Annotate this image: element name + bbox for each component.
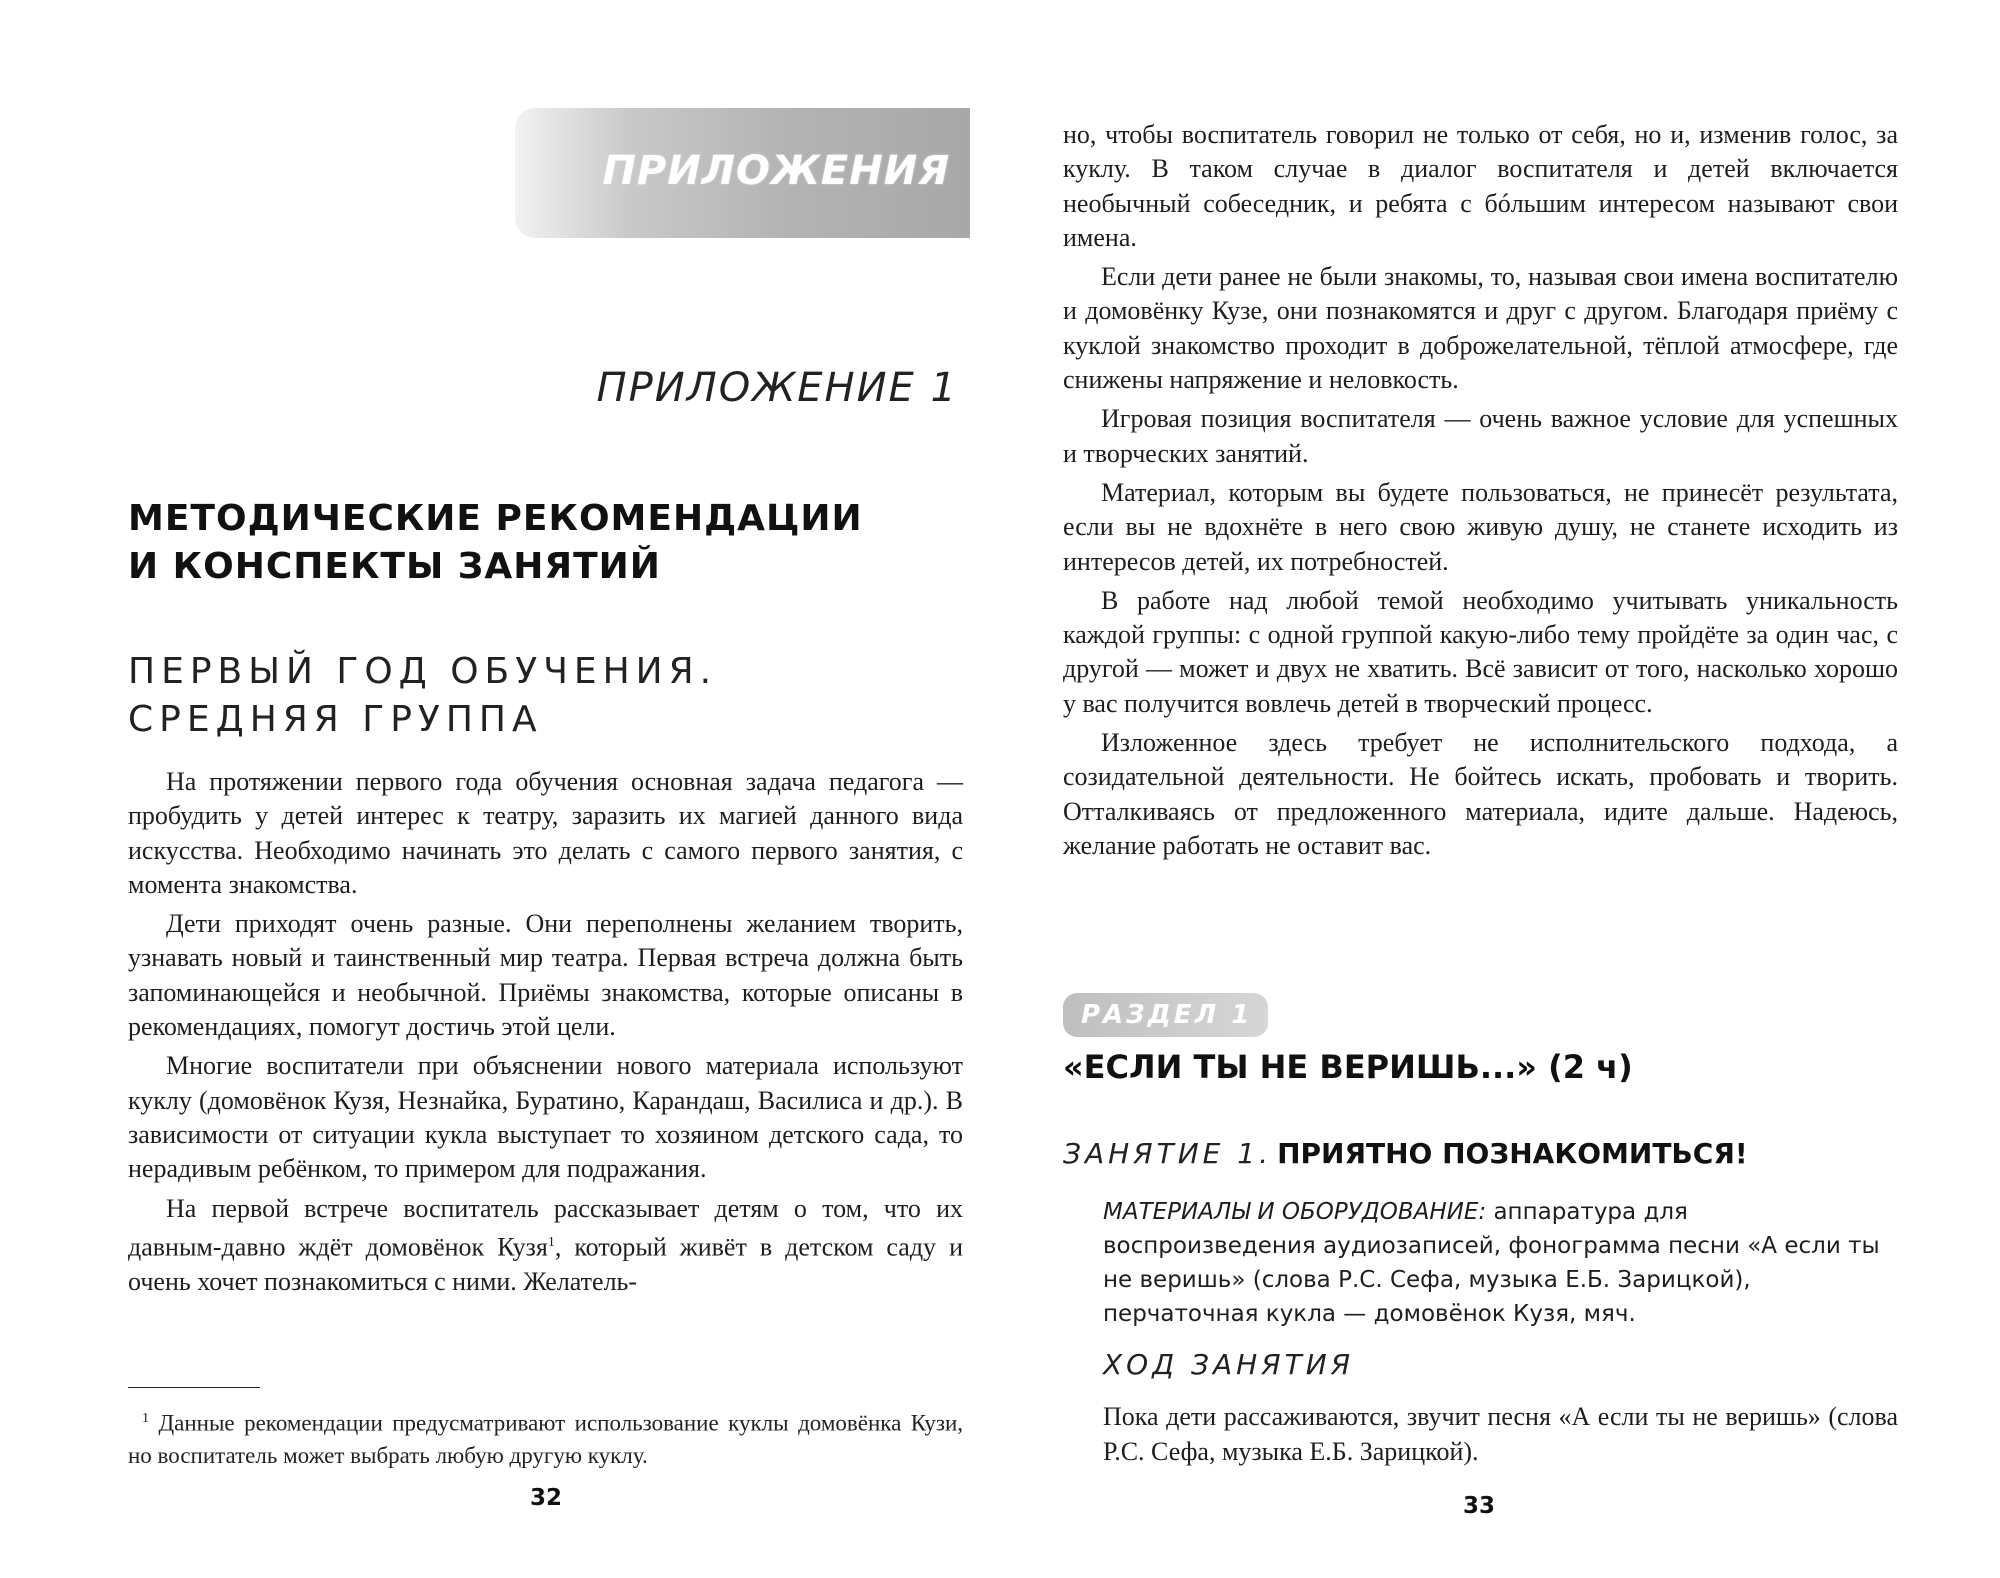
materials-block (1103, 1195, 1898, 1331)
year-title-line-2: СРЕДНЯЯ ГРУППА (128, 699, 543, 740)
paragraph: Дети приходят очень разные. Они переполнены желанием творить, узнавать новый и таинственный мир театра. Первая встреча должна быть запоминающейся и необычной. Приёмы знакомства, которые описаны в рекомендациях, помогут достичь этой цели. (128, 909, 963, 1042)
left-body-text (128, 765, 963, 1304)
footnote-mark: 1 (547, 1234, 555, 1250)
course-text: Пока дети рассаживаются, звучит песня «А если ты не веришь» (слова Р.С. Сефа, музыка Е.Б. Зарицкой). (1103, 1402, 1898, 1466)
paragraph: На протяжении первого года обучения основная задача педагога — пробудить у детей интерес к театру, заразить их магией данного вида искусства. Необходимо начинать это делать с самого первого занятия, с момента знакомства. (128, 767, 963, 899)
footnote (128, 1403, 963, 1472)
right-body-text (1063, 118, 1898, 868)
paragraph: Если дети ранее не были знакомы, то, называя свои имена воспитателю и домовёнку Кузе, они познакомятся и друг с другом. Благодаря приёму с куклой знакомство проходит в доброжелательной, тёплой атмосфере, где снижены напряжение и неловкость. (1063, 262, 1898, 395)
section-badge-text: РАЗДЕЛ 1 (1081, 1000, 1253, 1030)
right-page (1000, 0, 2000, 1578)
materials-label: МАТЕРИАЛЫ И ОБОРУДОВАНИЕ: (1103, 1199, 1487, 1225)
footnote-text: Данные рекомендации предусматривают использование куклы домовёнка Кузи, но воспитатель может выбрать любую другую куклу. (128, 1410, 964, 1468)
lesson-label: ЗАНЯТИЕ 1. (1063, 1137, 1272, 1170)
paragraph-with-footnote (128, 1192, 963, 1300)
appendix-banner (515, 108, 970, 238)
lesson-title: ПРИЯТНО ПОЗНАКОМИТЬСЯ! (1277, 1137, 1748, 1170)
paragraph-text-continued: , который живёт в детском саду и очень хочет познакомиться с ними. Желатель- (128, 1232, 963, 1296)
year-title (128, 648, 988, 744)
page-number-left: 32 (530, 1485, 563, 1511)
paragraph: но, чтобы воспитатель говорил не только от себя, но и, изменив голос, за куклу. В таком случае в диалог воспитателя и детей включается необычный собеседник, и ребята с бóльшим интересом называют свои имена. (1063, 120, 1898, 252)
main-title-line-1: МЕТОДИЧЕСКИЕ РЕКОМЕНДАЦИИ (128, 498, 863, 539)
lesson-heading (1063, 1137, 1748, 1170)
footnote-number: 1 (142, 1411, 149, 1426)
footnote-divider (128, 1387, 260, 1388)
paragraph: Изложенное здесь требует не исполнительского подхода, а созидательной деятельности. Не бойтесь искать, пробовать и творить. Отталкиваясь от предложенного материала, идите дальше. Надеюсь, желание работать не оставит вас. (1063, 728, 1898, 860)
section-badge (1063, 993, 1268, 1037)
main-title (128, 495, 988, 591)
paragraph: Игровая позиция воспитателя — очень важное условие для успешных и творческих занятий. (1063, 404, 1898, 468)
section-title: «ЕСЛИ ТЫ НЕ ВЕРИШЬ...» (2 ч) (1063, 1048, 1633, 1086)
paragraph-text: На первой встрече воспитатель рассказывает детям о том, что их давным-давно ждёт домовёнок Кузя (128, 1193, 963, 1262)
paragraph: Многие воспитатели при объяснении нового материала используют куклу (домовёнок Кузя, Незнайка, Буратино, Карандаш, Василиса и др.). В зависимости от ситуации кукла выступает то хозяином детского сада, то нерадивым ребёнком, то примером для подражания. (128, 1051, 963, 1184)
paragraph: В работе над любой темой необходимо учитывать уникальность каждой группы: с одной группой какую-либо тему пройдёте за один час, с другой — может и двух не хватить. Всё зависит от того, насколько хорошо у вас получится вовлечь детей в творческий процесс. (1063, 585, 1898, 718)
paragraph: Материал, которым вы будете пользоваться, не принесёт результата, если вы не вдохнёте в него свою живую душу, не станете исходить из интересов детей, их потребностей. (1063, 477, 1898, 576)
course-label: ХОД ЗАНЯТИЯ (1103, 1348, 1355, 1381)
banner-text: ПРИЛОЖЕНИЯ (602, 148, 950, 194)
year-title-line-1: ПЕРВЫЙ ГОД ОБУЧЕНИЯ. (128, 651, 718, 692)
appendix-title: ПРИЛОЖЕНИЕ 1 (596, 365, 958, 411)
materials-text: аппаратура для воспроизведения аудиозаписей, фонограмма песни «А если ты не веришь» (слова Р.С. Сефа, музыка Е.Б. Зарицкой), перчаточная кукла — домовёнок Кузя, мяч. (1103, 1199, 1880, 1327)
main-title-line-2: И КОНСПЕКТЫ ЗАНЯТИЙ (128, 546, 661, 587)
page-number-right: 33 (1463, 1493, 1496, 1519)
